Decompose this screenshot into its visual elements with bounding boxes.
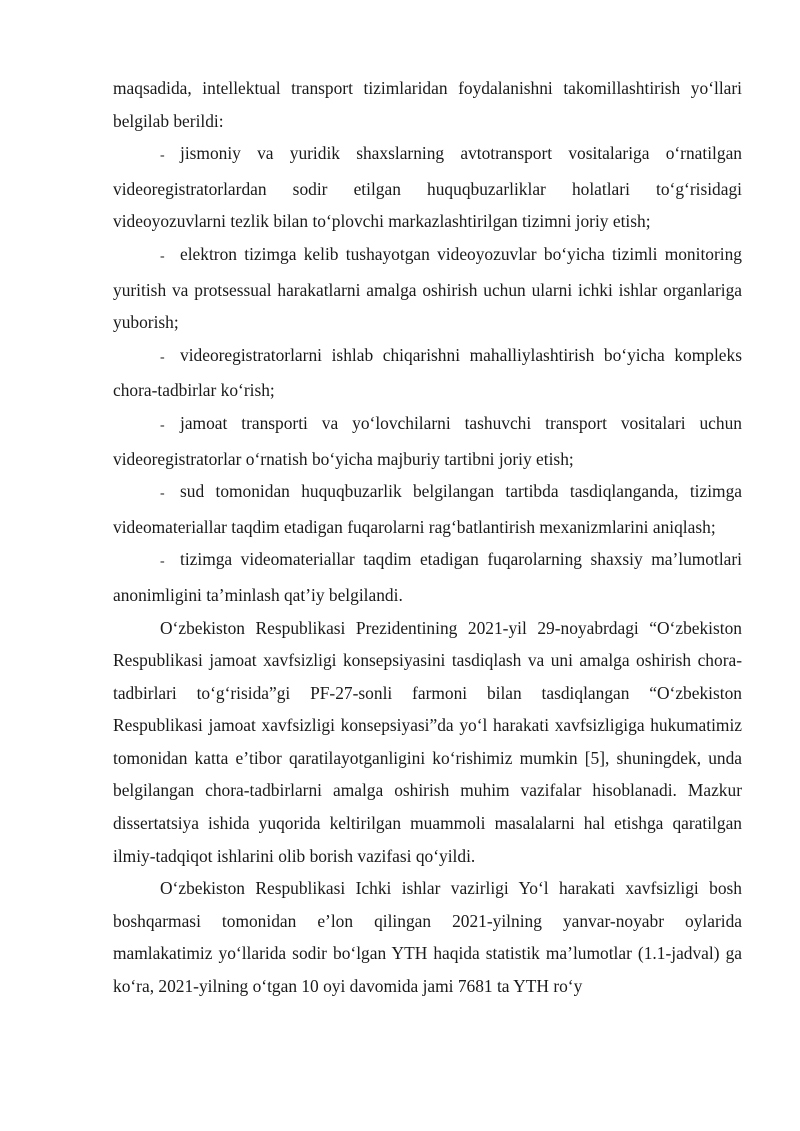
- bullet-text: tizimga videomateriallar taqdim etadigan fuqarolarning shaxsiy maʼlumotlari anonimligini taʼminlash qatʼiy belgilandi.: [113, 549, 742, 605]
- dash-marker: -: [160, 148, 165, 164]
- bullet-text: elektron tizimga kelib tushayotgan videoyozuvlar boʻyicha tizimli monitoring yuritish va protsessual harakatlarni amalga oshirish uchun ularni ichki ishlar organlariga yuborish;: [113, 243, 742, 333]
- bullet-item: [113, 238, 742, 339]
- document-page: [113, 72, 742, 1003]
- body-paragraph: [113, 612, 742, 873]
- bullet-item: [113, 339, 742, 407]
- bullet-item: [113, 475, 742, 543]
- bullet-item: [113, 543, 742, 611]
- paragraph-text: Oʻzbekiston Respublikasi Ichki ishlar vazirligi Yoʻl harakati xavfsizligi bosh boshqarmasi tomonidan eʼlon qilingan 2021-yilning yanvar-noyabr oylarida mamlakatimiz yoʻllarida sodir boʻlgan YTH haqida statistik maʼlumotlar (1.1-jadval) ga koʻra, 2021-yilning oʻtgan 10 oyi davomida jami 7681 ta YTH roʻy: [113, 878, 742, 997]
- paragraph-text: maqsadida, intellektual transport tizimlaridan foydalanishni takomillashtirish yoʻllari belgilab berildi:: [113, 78, 742, 131]
- bullet-text: jamoat transporti va yoʻlovchilarni tashuvchi transport vositalari uchun videoregistratorlar oʻrnatish boʻyicha majburiy tartibni joriy etish;: [113, 412, 742, 469]
- dash-marker: -: [160, 349, 165, 365]
- body-paragraph: [113, 872, 742, 1002]
- dash-marker: -: [160, 248, 165, 264]
- dash-marker: -: [160, 486, 165, 502]
- bullet-item: [113, 407, 742, 475]
- bullet-item: [113, 137, 742, 238]
- dash-marker: -: [160, 554, 165, 570]
- paragraph-intro: [113, 72, 742, 137]
- bullet-text: jismoniy va yuridik shaxslarning avtotransport vositalariga oʻrnatilgan videoregistratorlardan sodir etilgan huquqbuzarliklar holatlari toʻgʻrisidagi videoyozuvlarni tezlik bilan toʻplovchi markazlashtirilgan tizimni joriy etish;: [113, 143, 742, 232]
- bullet-text: sud tomonidan huquqbuzarlik belgilangan tartibda tasdiqlanganda, tizimga videomateriallar taqdim etadigan fuqarolarni ragʻbatlantirish mexanizmlarini aniqlash;: [113, 481, 742, 537]
- paragraph-text: Oʻzbekiston Respublikasi Prezidentining 2021-yil 29-noyabrdagi “Oʻzbekiston Respublikasi jamoat xavfsizligi konsepsiyasini tasdiqlash va uni amalga oshirish chora-tadbirlari toʻgʻrisida”gi PF-27-sonli farmoni bilan tasdiqlangan “Oʻzbekiston Respublikasi jamoat xavfsizligi konsepsiyasi”da yoʻl harakati xavfsizligiga hukumatimiz tomonidan katta eʼtibor qaratilayotganligini koʻrishimiz mumkin [5], shuningdek, unda belgilangan chora-tadbirlarni amalga oshirish muhim vazifalar hisoblanadi. Mazkur dissertatsiya ishida yuqorida keltirilgan muammoli masalalarni hal etishga qaratilgan ilmiy-tadqiqot ishlarini olib borish vazifasi qoʻyildi.: [113, 617, 742, 866]
- dash-marker: -: [160, 417, 165, 433]
- bullet-text: videoregistratorlarni ishlab chiqarishni mahalliylashtirish boʻyicha kompleks chora-tadbirlar koʻrish;: [113, 344, 742, 401]
